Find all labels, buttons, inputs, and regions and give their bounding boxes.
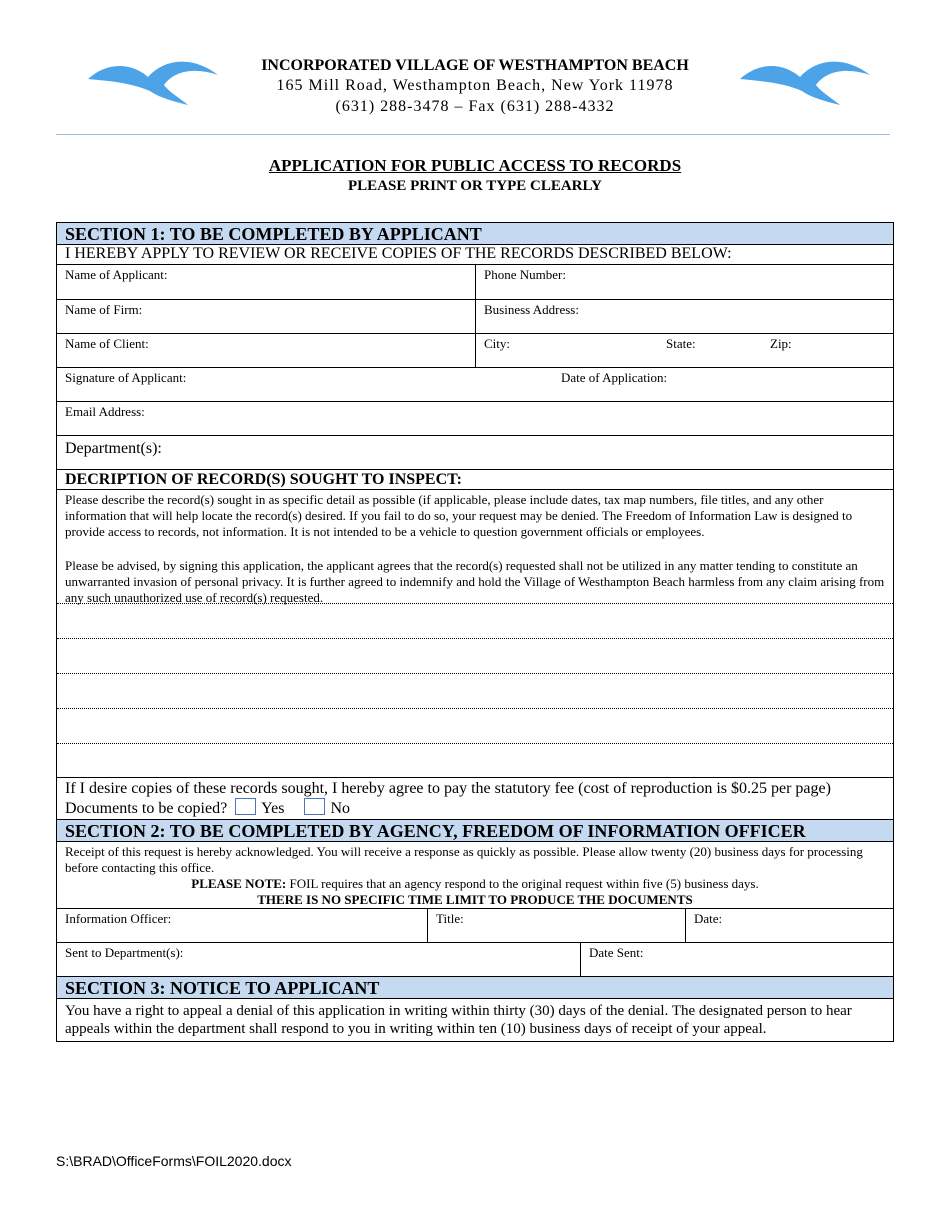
email-address-field[interactable]: Email Address: (65, 404, 145, 419)
description-line-4[interactable] (57, 709, 893, 744)
yes-checkbox[interactable] (235, 798, 256, 815)
form-titles (0, 155, 950, 196)
village-address: 165 Mill Road, Westhampton Beach, New York 11978 (276, 77, 674, 94)
file-path-footer: S:\BRAD\OfficeForms\FOIL2020.docx (56, 1153, 292, 1169)
copy-question: Documents to be copied? (65, 800, 228, 817)
note-text: FOIL requires that an agency respond to the original request within five (5) business days. (286, 876, 759, 891)
signature-row (57, 368, 893, 402)
appeal-notice: You have a right to appeal a denial of this application in writing within thirty (30) days of the denial. The designated person to hear appeals within the department shall respond to you in writing within ten (10) business days of receipt of your appeal. (65, 1003, 852, 1037)
note-label: PLEASE NOTE: (191, 876, 287, 891)
date-field[interactable]: Date: (685, 909, 893, 942)
no-label: No (330, 800, 351, 817)
section1-heading: SECTION 1: TO BE COMPLETED BY APPLICANT (57, 223, 893, 245)
name-of-applicant-field[interactable]: Name of Applicant: (65, 267, 168, 282)
information-officer-field[interactable]: Information Officer: (65, 911, 172, 926)
section1-intro-row (57, 245, 893, 265)
seagull-logo-left-icon (88, 55, 218, 105)
foil-note (57, 876, 893, 892)
city-state-zip-cell (475, 334, 893, 367)
firm-row (57, 300, 893, 334)
yes-label: Yes (261, 800, 285, 817)
email-row (57, 402, 893, 436)
village-name: INCORPORATED VILLAGE OF WESTHAMPTON BEACH (261, 57, 689, 74)
description-heading: DECRIPTION OF RECORD(S) SOUGHT TO INSPECT: (57, 470, 893, 490)
applicant-row (57, 265, 893, 300)
signature-field[interactable]: Signature of Applicant: (65, 370, 187, 385)
client-row (57, 334, 893, 368)
no-checkbox[interactable] (304, 798, 325, 815)
section3-heading: SECTION 3: NOTICE TO APPLICANT (57, 977, 893, 999)
section2-notice (57, 842, 893, 909)
letterhead (200, 56, 750, 117)
header-divider (56, 134, 890, 135)
section1-intro: I HEREBY APPLY TO REVIEW OR RECEIVE COPIES OF THE RECORDS DESCRIBED BELOW: (65, 245, 732, 262)
date-of-application-field[interactable]: Date of Application: (561, 370, 668, 385)
officer-row (57, 909, 893, 943)
departments-field[interactable]: Department(s): (65, 440, 162, 457)
name-of-client-field[interactable]: Name of Client: (65, 336, 149, 351)
date-sent-field[interactable]: Date Sent: (580, 943, 893, 976)
sent-to-department-field[interactable]: Sent to Department(s): (65, 945, 184, 960)
no-time-limit: THERE IS NO SPECIFIC TIME LIMIT TO PRODUCE THE DOCUMENTS (257, 892, 693, 907)
description-line-5[interactable] (57, 744, 893, 777)
foil-form (56, 222, 894, 1042)
zip-field[interactable]: Zip: (770, 336, 792, 351)
fee-statement: If I desire copies of these records sought, I hereby agree to pay the statutory fee (cost of reproduction is $0.25 per page) (65, 780, 831, 797)
fee-row (57, 778, 893, 820)
section3-body (57, 999, 893, 1041)
description-line-2[interactable] (57, 639, 893, 674)
section2-heading: SECTION 2: TO BE COMPLETED BY AGENCY, FREEDOM OF INFORMATION OFFICER (57, 820, 893, 842)
description-paragraph-2: Please be advised, by signing this application, the applicant agrees that the record(s) requested shall not be utilized in any matter tending to constitute an unwarranted invasion of personal privacy. It is further agreed to indemnify and hold the Village of Westhampton Beach harmless from any claim arising from any such unauthorized use of record(s) requested. (57, 556, 893, 604)
city-field[interactable]: City: (484, 336, 511, 351)
receipt-text: Receipt of this request is hereby acknowledged. You will receive a response as quickly as possible. Please allow twenty (20) business days for processing before contacting this office. (65, 844, 863, 875)
copy-choice (65, 798, 885, 818)
village-phone-fax: (631) 288-3478 – Fax (631) 288-4332 (335, 98, 615, 115)
title-field[interactable]: Title: (427, 909, 685, 942)
description-block (57, 490, 893, 778)
form-subtitle: PLEASE PRINT OR TYPE CLEARLY (348, 178, 602, 194)
state-field[interactable]: State: (666, 336, 696, 351)
form-title: APPLICATION FOR PUBLIC ACCESS TO RECORDS (268, 156, 682, 175)
departments-row (57, 436, 893, 470)
sent-row (57, 943, 893, 977)
description-line-3[interactable] (57, 674, 893, 709)
description-line-1[interactable] (57, 604, 893, 639)
phone-number-field[interactable]: Phone Number: (475, 265, 893, 299)
description-paragraph-1: Please describe the record(s) sought in as specific detail as possible (if applicable, please include dates, tax map numbers, file titles, and any other information that will help locate the record(s) desired. If you fail to do so, your request may be denied. The Freedom of Information Law is designed to provide access to records, not information. It is not intended to be a vehicle to question government officials or employees. (65, 492, 853, 539)
name-of-firm-field[interactable]: Name of Firm: (65, 302, 143, 317)
seagull-logo-right-icon (740, 55, 870, 105)
business-address-field[interactable]: Business Address: (475, 300, 893, 333)
